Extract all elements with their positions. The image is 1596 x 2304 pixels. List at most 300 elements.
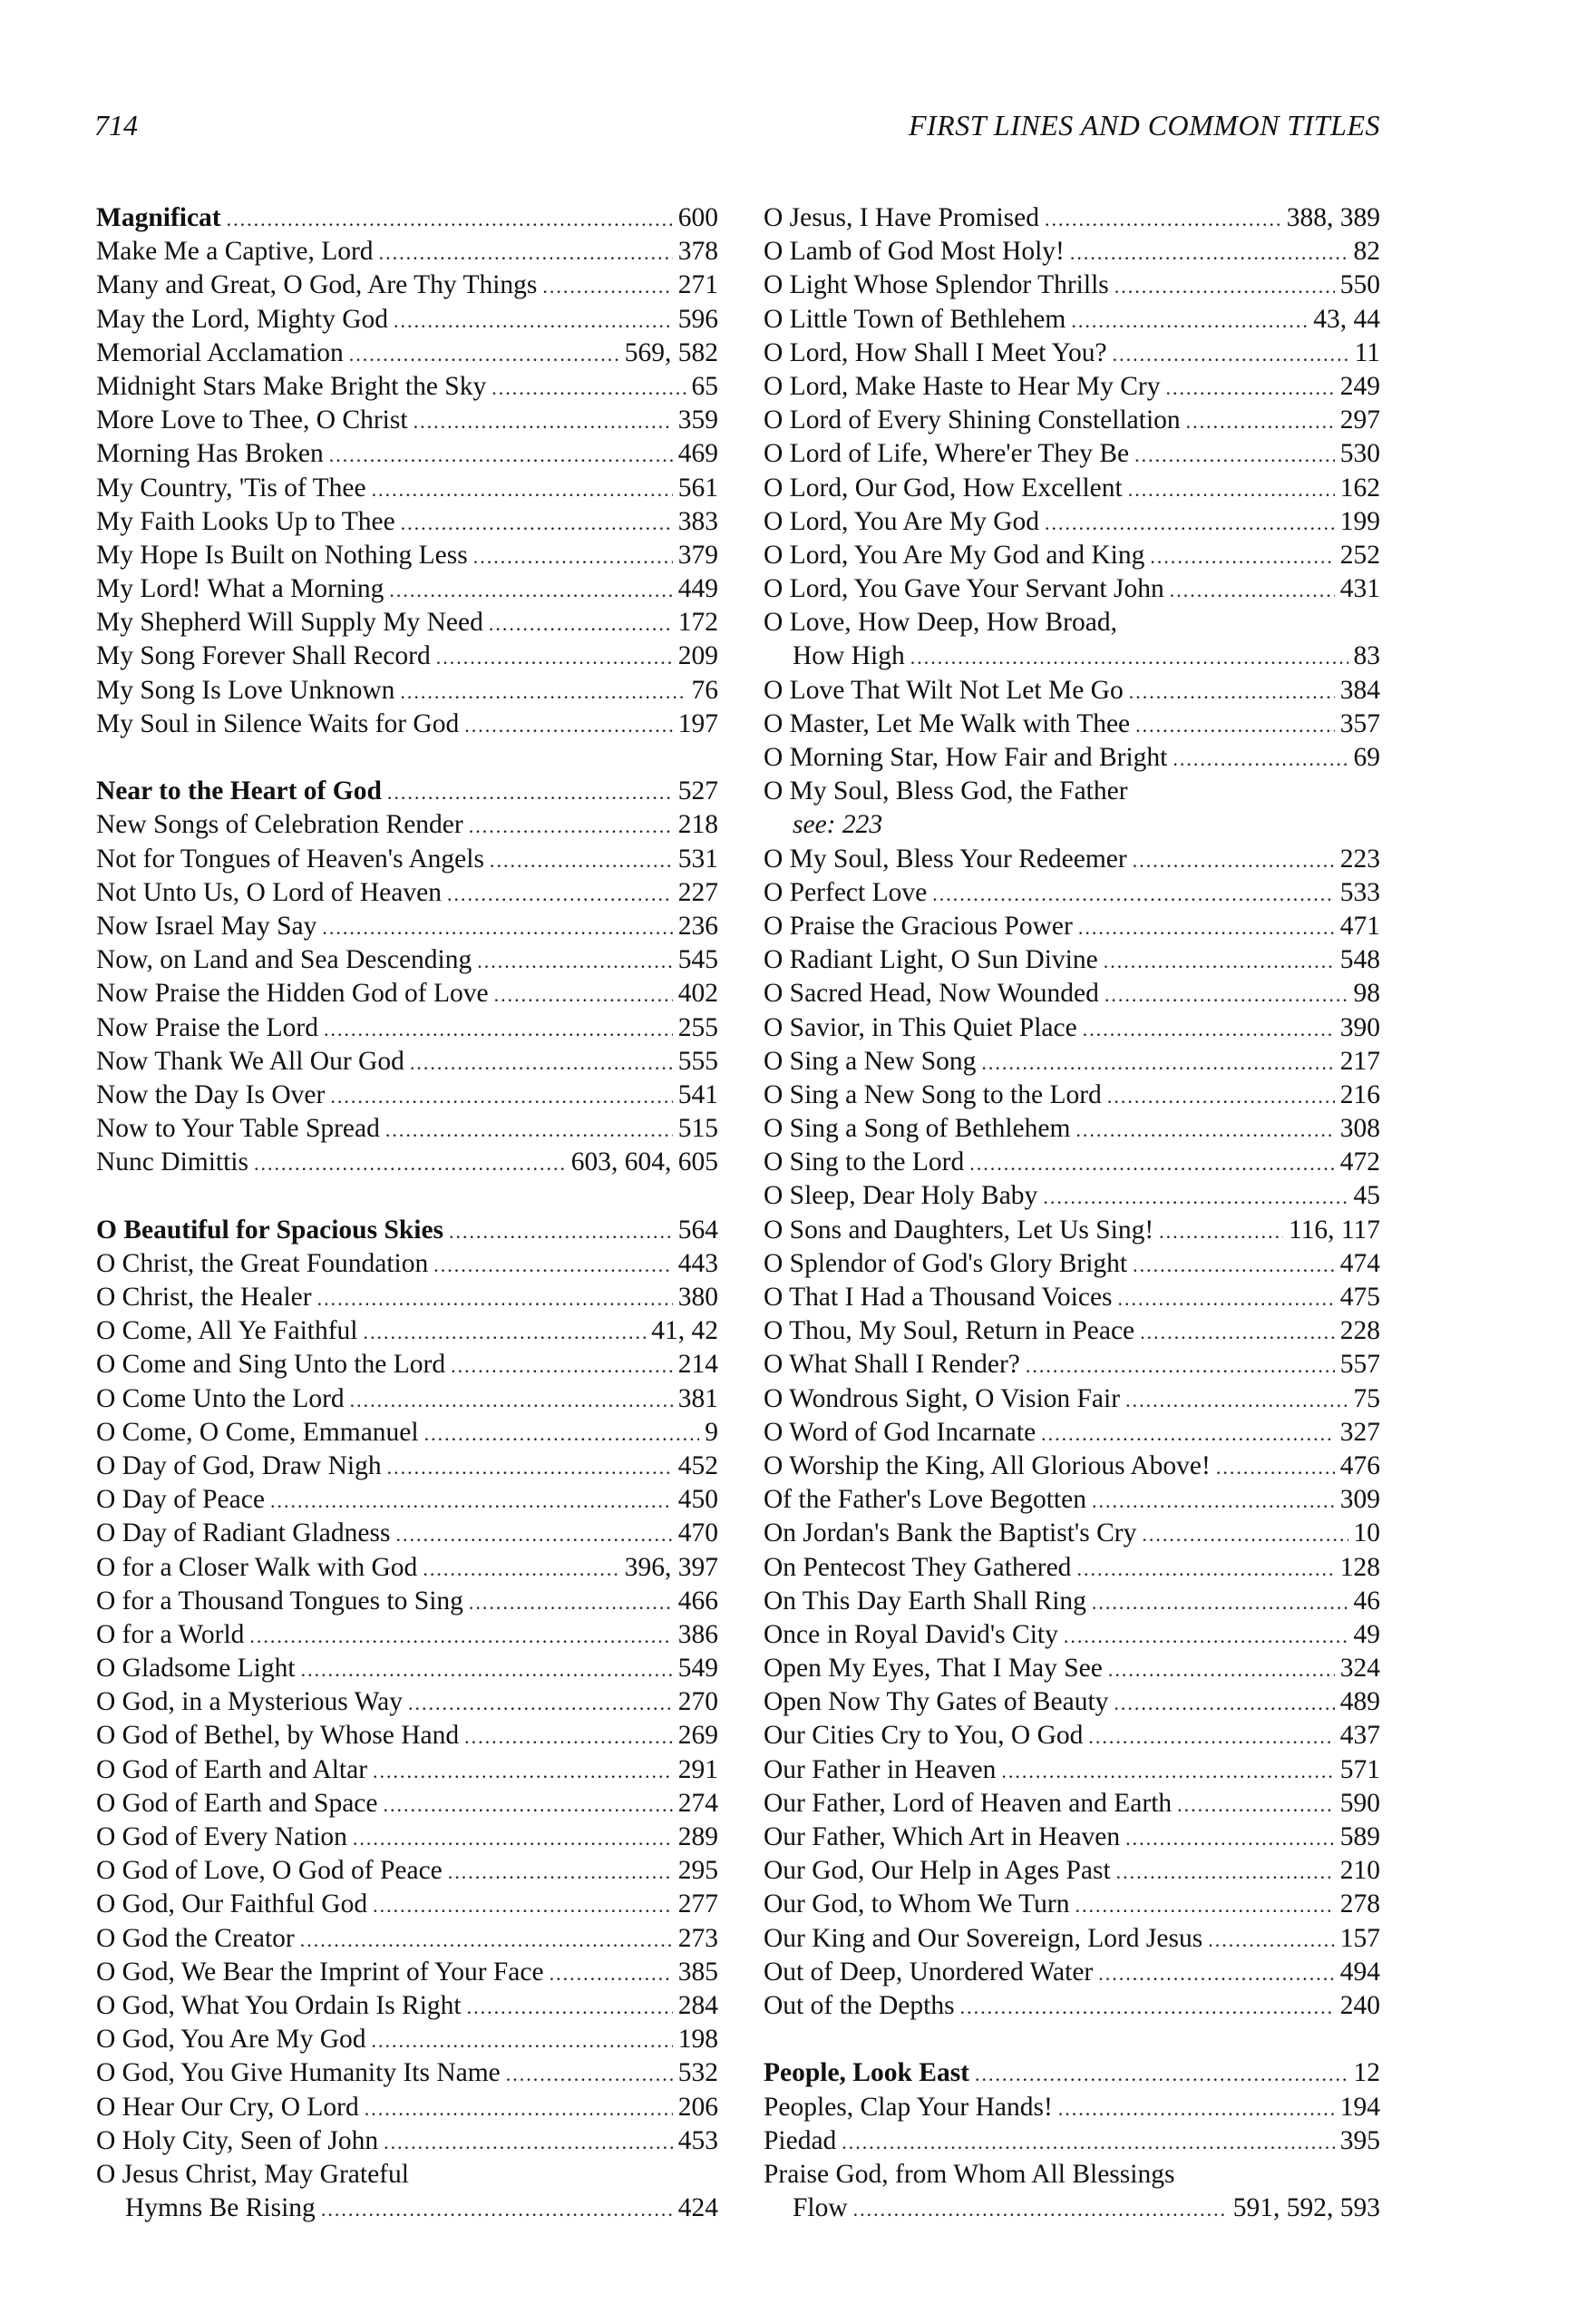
entry-number: 541: [677, 1079, 718, 1109]
entry-title: Memorial Acclamation: [96, 337, 344, 367]
index-entry: [764, 708, 1380, 741]
index-entry: [96, 808, 718, 842]
dot-leader: [330, 1079, 672, 1113]
entry-title: Magnificat: [96, 203, 221, 232]
entry-title: O Jesus, I Have Promised: [764, 203, 1039, 232]
index-entry: [96, 2091, 718, 2124]
entry-number: 449: [677, 574, 718, 604]
dot-leader: [1114, 269, 1335, 303]
dot-leader: [910, 640, 1348, 674]
entry-title: O Sacred Head, Now Wounded: [764, 979, 1099, 1009]
dot-leader: [464, 708, 673, 742]
dot-leader: [395, 1518, 672, 1551]
entry-title: O for a Closer Walk with God: [96, 1552, 418, 1582]
entry-number: 489: [1339, 1687, 1380, 1717]
entry-number: 227: [677, 877, 718, 907]
entry-title: O God the Creator: [96, 1923, 295, 1953]
entry-title: Make Me a Captive, Lord: [96, 237, 374, 267]
entry-title: My Soul in Silence Waits for God: [96, 708, 460, 738]
dot-leader: [387, 776, 673, 809]
page-header: [94, 109, 1380, 154]
index-entry: [764, 1281, 1380, 1314]
index-group-n: [96, 775, 718, 1179]
entry-title: O Christ, the Healer: [96, 1283, 312, 1312]
entry-title: O God, Our Faithful God: [96, 1889, 368, 1919]
index-entry: [96, 1281, 718, 1314]
entry-number: 475: [1339, 1283, 1380, 1312]
entry-number: 470: [677, 1518, 718, 1548]
entry-title: Now Praise the Lord: [96, 1012, 318, 1042]
index-entry: [96, 674, 718, 708]
dot-leader: [1088, 1720, 1334, 1753]
entry-number: 11: [1354, 337, 1380, 367]
entry-title: Not for Tongues of Heaven's Angels: [96, 844, 484, 874]
dot-leader: [270, 1484, 673, 1518]
dot-leader: [1165, 371, 1334, 405]
index-entry: [96, 1348, 718, 1381]
entry-title: O That I Had a Thousand Voices: [764, 1283, 1113, 1312]
entry-number: 564: [677, 1215, 718, 1245]
dot-leader: [1128, 473, 1335, 506]
entry-title: Now to Your Table Spread: [96, 1114, 380, 1144]
entry-title: O Day of Radiant Gladness: [96, 1518, 391, 1548]
entry-number: 557: [1339, 1350, 1380, 1380]
index-entry: [764, 1416, 1380, 1450]
dot-leader: [1170, 573, 1335, 607]
dot-leader: [469, 809, 673, 843]
entry-number: 41, 42: [651, 1316, 718, 1346]
index-group-o-continued: [764, 843, 1380, 2024]
index-entry: [764, 1685, 1380, 1719]
entry-title: O My Soul, Bless Your Redeemer: [764, 844, 1127, 874]
entry-number: 210: [1339, 1856, 1380, 1886]
entry-title: Our Father in Heaven: [764, 1754, 997, 1784]
index-entry: [764, 1787, 1380, 1821]
index-entry: [764, 1888, 1380, 1921]
entry-number: 431: [1339, 574, 1380, 604]
entry-number: 383: [677, 506, 718, 536]
entry-number: 424: [677, 2193, 718, 2223]
index-entry: [96, 1146, 718, 1179]
index-entry: [764, 741, 1380, 775]
entry-title: O Lord, You Are My God: [764, 506, 1040, 536]
entry-number: 228: [1339, 1316, 1380, 1346]
entry-number: 379: [677, 540, 718, 570]
index-entry: [764, 1585, 1380, 1618]
index-entry: [764, 303, 1380, 337]
index-entry: [764, 337, 1380, 370]
entry-number: 327: [1339, 1417, 1380, 1447]
group-spacer: [96, 1179, 718, 1213]
dot-leader: [1114, 1686, 1334, 1720]
entry-title: O Sing to the Lord: [764, 1147, 965, 1177]
entry-title: O for a World: [96, 1619, 245, 1649]
dot-leader: [467, 1990, 673, 2024]
index-entry: [96, 1821, 718, 1854]
index-entry: [96, 505, 718, 539]
index-entry: [96, 1247, 718, 1281]
entry-title: More Love to Thee, O Christ: [96, 405, 408, 435]
index-entry: [764, 1956, 1380, 1989]
entry-number: 600: [677, 203, 718, 232]
dot-leader: [1186, 405, 1335, 438]
entry-number: 471: [1339, 911, 1380, 941]
dot-leader: [1140, 1315, 1335, 1349]
entry-title: On Pentecost They Gathered: [764, 1552, 1072, 1582]
entry-title: O Wondrous Sight, O Vision Fair: [764, 1383, 1121, 1413]
entry-number: 443: [677, 1248, 718, 1278]
index-entry: [764, 1483, 1380, 1517]
dot-leader: [249, 1619, 672, 1653]
entry-title: O Come and Sing Unto the Lord: [96, 1350, 446, 1380]
index-entry: [764, 639, 1380, 673]
entry-title: O Word of God Incarnate: [764, 1417, 1036, 1447]
entry-number: 324: [1339, 1654, 1380, 1684]
dot-leader: [506, 2057, 673, 2091]
index-entry: [96, 876, 718, 910]
dot-leader: [424, 1417, 700, 1450]
index-entry: [96, 2124, 718, 2158]
dot-leader: [1173, 742, 1348, 776]
entry-number: 297: [1339, 405, 1380, 435]
dot-leader: [464, 1720, 673, 1753]
index-entry: [96, 337, 718, 370]
right-column: [764, 201, 1380, 2225]
dot-leader: [324, 1012, 673, 1046]
index-entry: [764, 1922, 1380, 1956]
dot-leader: [1208, 1923, 1335, 1957]
index-entry: [96, 606, 718, 639]
entry-title: O Lord of Every Shining Constellation: [764, 405, 1181, 435]
entry-number: 75: [1353, 1383, 1380, 1413]
entry-title: People, Look East: [764, 2058, 969, 2088]
index-entry: [96, 1483, 718, 1517]
entry-number: 469: [677, 439, 718, 469]
entry-title: My Faith Looks Up to Thee: [96, 506, 395, 536]
entry-title: O God of Earth and Space: [96, 1788, 378, 1818]
index-entry: [96, 1585, 718, 1618]
index-entry: [96, 1719, 718, 1752]
dot-leader: [491, 371, 686, 405]
entry-number: 273: [677, 1923, 718, 1953]
entry-number: 308: [1339, 1114, 1380, 1144]
entry-number: 284: [677, 1990, 718, 2020]
entry-title: My Country, 'Tis of Thee: [96, 473, 366, 503]
entry-number: 452: [677, 1450, 718, 1480]
entry-number: 194: [1339, 2092, 1380, 2122]
dot-leader: [1150, 540, 1334, 573]
entry-number: 550: [1339, 270, 1380, 300]
index-entry: [96, 1685, 718, 1719]
entry-number: 309: [1339, 1485, 1380, 1515]
entry-title: O Perfect Love: [764, 877, 928, 907]
dot-leader: [489, 607, 673, 640]
entry-title: Piedad: [764, 2125, 837, 2155]
dot-leader: [433, 1248, 673, 1282]
group-spacer: [96, 741, 718, 775]
entry-number: 45: [1353, 1181, 1380, 1211]
dot-leader: [1134, 438, 1335, 472]
index-group-m: [96, 201, 718, 741]
dot-leader: [1092, 1586, 1348, 1619]
index-entry: [764, 1821, 1380, 1854]
index-group-o-continued: [764, 201, 1380, 606]
entry-number: 590: [1339, 1788, 1380, 1818]
entry-title: O Light Whose Splendor Thrills: [764, 270, 1109, 300]
index-entry: [96, 2192, 718, 2225]
entry-title: O Thou, My Soul, Return in Peace: [764, 1316, 1135, 1346]
entry-title: On This Day Earth Shall Ring: [764, 1586, 1086, 1616]
entry-number: 385: [677, 1957, 718, 1987]
dot-leader: [1216, 1450, 1335, 1484]
index-entry: [764, 1382, 1380, 1416]
dot-leader: [1108, 1653, 1335, 1686]
entry-number: 289: [677, 1822, 718, 1851]
dot-leader: [436, 640, 673, 674]
index-entry: [96, 1551, 718, 1585]
dot-leader: [1070, 236, 1348, 269]
index-entry: [96, 1450, 718, 1483]
entry-number: 82: [1353, 237, 1380, 267]
entry-number: 515: [677, 1114, 718, 1144]
dot-leader: [414, 405, 673, 438]
entry-number: 46: [1353, 1586, 1380, 1616]
group-spacer: [764, 2023, 1380, 2056]
index-entry: [764, 2192, 1380, 2225]
dot-leader: [410, 1046, 673, 1079]
entry-title: O Day of Peace: [96, 1485, 265, 1515]
entry-title: New Songs of Celebration Render: [96, 810, 463, 840]
entry-number: 83: [1353, 641, 1380, 671]
entry-number: 378: [677, 237, 718, 267]
entry-number: 555: [677, 1046, 718, 1076]
index-entry: [764, 1247, 1380, 1281]
dot-leader: [1075, 1889, 1334, 1922]
entry-title: Our Father, Lord of Heaven and Earth: [764, 1788, 1173, 1818]
entry-title: O God of Bethel, by Whose Hand: [96, 1721, 460, 1751]
entry-number: 162: [1339, 473, 1380, 503]
index-entry-first-line: O My Soul, Bless God, the Father: [764, 776, 1128, 806]
index-group-o-continued: [764, 674, 1380, 776]
entry-title: O Love That Wilt Not Let Me Go: [764, 675, 1124, 705]
entry-title: O God of Every Nation: [96, 1822, 347, 1851]
entry-number: 380: [677, 1283, 718, 1312]
entry-title: O Sons and Daughters, Let Us Sing!: [764, 1215, 1154, 1245]
index-entry: [764, 201, 1380, 235]
dot-leader: [1078, 911, 1335, 944]
entry-number: 217: [1339, 1046, 1380, 1076]
dot-leader: [1104, 944, 1335, 978]
entry-number: 216: [1339, 1079, 1380, 1109]
index-entry: [96, 572, 718, 606]
entry-number: 172: [677, 608, 718, 638]
dot-leader: [301, 1653, 673, 1686]
index-entry: [764, 572, 1380, 606]
entry-number: 395: [1339, 2125, 1380, 2155]
dot-leader: [494, 978, 673, 1011]
entry-number: 65: [691, 371, 718, 401]
entry-title: Now Thank We All Our God: [96, 1046, 404, 1076]
entry-number: 561: [677, 473, 718, 503]
entry-title: O Sing a New Song to the Lord: [764, 1079, 1102, 1109]
entry-title: O Sing a Song of Bethlehem: [764, 1114, 1071, 1144]
index-entry: [96, 303, 718, 337]
entry-number: 209: [677, 641, 718, 671]
index-entry: [764, 1179, 1380, 1213]
entry-title: O God, You Give Humanity Its Name: [96, 2058, 501, 2088]
entry-number: 255: [677, 1012, 718, 1042]
index-entry: [96, 437, 718, 471]
entry-title: O Morning Star, How Fair and Bright: [764, 743, 1168, 772]
index-entry: [764, 876, 1380, 910]
entry-number: 10: [1353, 1518, 1380, 1548]
entry-number: 43, 44: [1313, 304, 1380, 334]
dot-leader: [1045, 506, 1335, 540]
running-title: FIRST LINES AND COMMON TITLES: [908, 109, 1380, 142]
dot-leader: [1001, 1754, 1334, 1788]
dot-leader: [372, 2024, 673, 2057]
section-lead-entry: [96, 201, 718, 235]
dot-leader: [1159, 1215, 1283, 1248]
dot-leader: [408, 1686, 673, 1720]
entry-number: 269: [677, 1721, 718, 1751]
entry-number: 98: [1353, 979, 1380, 1009]
entry-title: O Little Town of Bethlehem: [764, 304, 1066, 334]
entry-title: Now, on Land and Sea Descending: [96, 945, 472, 975]
entry-number: 596: [677, 304, 718, 334]
index-entry-first-line: O Jesus Christ, May Grateful: [96, 2159, 409, 2189]
entry-title: On Jordan's Bank the Baptist's Cry: [764, 1518, 1137, 1548]
dot-leader: [853, 2192, 1228, 2226]
entry-title: My Song Forever Shall Record: [96, 641, 431, 671]
dot-leader: [322, 911, 672, 944]
entry-number: 198: [677, 2025, 718, 2055]
index-entry: [764, 539, 1380, 572]
dot-leader: [469, 1586, 673, 1619]
index-entry: [764, 1146, 1380, 1179]
entry-title: Our God, to Whom We Turn: [764, 1889, 1070, 1919]
entry-number: 531: [677, 844, 718, 874]
index-entry: [764, 370, 1380, 404]
entry-title: O Lord, You Are My God and King: [764, 540, 1145, 570]
index-entry: [764, 1112, 1380, 1146]
entry-title: My Song Is Love Unknown: [96, 675, 395, 705]
index-entry: [96, 1888, 718, 1921]
dot-leader: [1076, 1552, 1334, 1586]
dot-leader: [1083, 1012, 1335, 1046]
index-entry: [96, 1517, 718, 1550]
index-entry: [764, 1079, 1380, 1112]
entry-number: 236: [677, 911, 718, 941]
entry-title: My Shepherd Will Supply My Need: [96, 608, 483, 638]
dot-leader: [372, 473, 673, 506]
entry-number: 240: [1339, 1990, 1380, 2020]
entry-title: My Hope Is Built on Nothing Less: [96, 540, 468, 570]
entry-number: 494: [1339, 1957, 1380, 1987]
entry-title: O Come, O Come, Emmanuel: [96, 1417, 419, 1447]
entry-title: O God, We Bear the Imprint of Your Face: [96, 1957, 544, 1987]
entry-number: 278: [1339, 1889, 1380, 1919]
entry-number: 252: [1339, 540, 1380, 570]
entry-number: 157: [1339, 1923, 1380, 1953]
dot-leader: [1058, 2092, 1335, 2125]
dot-leader: [490, 844, 673, 877]
entry-number: 388, 389: [1286, 203, 1380, 232]
entry-title: O Hear Our Cry, O Lord: [96, 2092, 359, 2122]
entry-number: 453: [677, 2125, 718, 2155]
index-entry: [764, 1450, 1380, 1483]
entry-title: Our God, Our Help in Ages Past: [764, 1856, 1111, 1886]
entry-title: O Savior, in This Quiet Place: [764, 1012, 1077, 1042]
entry-number: 128: [1339, 1552, 1380, 1582]
entry-title: O Christ, the Great Foundation: [96, 1248, 429, 1278]
index-entry: [764, 1011, 1380, 1045]
entry-title: O What Shall I Render?: [764, 1350, 1020, 1380]
entry-title: O Lord of Life, Where'er They Be: [764, 439, 1130, 469]
entry-number: 218: [677, 810, 718, 840]
dot-leader: [383, 1788, 672, 1821]
index-entry: [764, 1214, 1380, 1247]
index-entry: [96, 1956, 718, 1989]
dot-leader: [1092, 1484, 1335, 1518]
index-entry: [764, 1517, 1380, 1550]
index-entry: [764, 1045, 1380, 1079]
see-reference: see: 223: [793, 810, 883, 840]
index-entry: [96, 1652, 718, 1685]
index-entry: [96, 539, 718, 572]
dot-leader: [1133, 1248, 1335, 1282]
entry-title: O God, What You Ordain Is Right: [96, 1990, 462, 2020]
dot-leader: [842, 2125, 1334, 2159]
entry-title: Of the Father's Love Begotten: [764, 1485, 1086, 1515]
dot-leader: [1026, 1349, 1335, 1382]
entry-number: 197: [677, 708, 718, 738]
dot-leader: [1125, 1383, 1348, 1417]
entry-number: 548: [1339, 945, 1380, 975]
entry-title: Our Cities Cry to You, O God: [764, 1721, 1084, 1751]
dot-leader: [1045, 202, 1281, 236]
entry-number: 386: [677, 1619, 718, 1649]
dot-leader: [975, 2057, 1348, 2091]
index-entry: [96, 1314, 718, 1348]
index-entry: [764, 1348, 1380, 1381]
entry-title: Morning Has Broken: [96, 439, 324, 469]
entry-number: 357: [1339, 708, 1380, 738]
dot-leader: [1116, 1855, 1335, 1889]
index-entry: [96, 910, 718, 943]
dot-leader: [379, 236, 673, 269]
index-group-o: [96, 1214, 718, 2158]
entry-title: O Lord, Our God, How Excellent: [764, 473, 1123, 503]
dot-leader: [1118, 1282, 1335, 1315]
dot-leader: [1041, 1417, 1335, 1450]
index-entry: [96, 1011, 718, 1045]
entry-title: O Radiant Light, O Sun Divine: [764, 945, 1098, 975]
index-entry: [96, 370, 718, 404]
section-lead-entry: [764, 2056, 1380, 2090]
index-entry: [96, 1618, 718, 1652]
entry-number: 270: [677, 1687, 718, 1717]
entry-number: 384: [1339, 675, 1380, 705]
entry-title: O God of Love, O God of Peace: [96, 1856, 443, 1886]
index-entry: [764, 943, 1380, 977]
entry-title: O Lord, How Shall I Meet You?: [764, 337, 1107, 367]
index-entry: [764, 1854, 1380, 1888]
entry-number: 116, 117: [1288, 1215, 1380, 1245]
dot-leader: [423, 1552, 618, 1586]
dot-leader: [329, 438, 673, 472]
entry-title: Now the Day Is Over: [96, 1079, 326, 1109]
